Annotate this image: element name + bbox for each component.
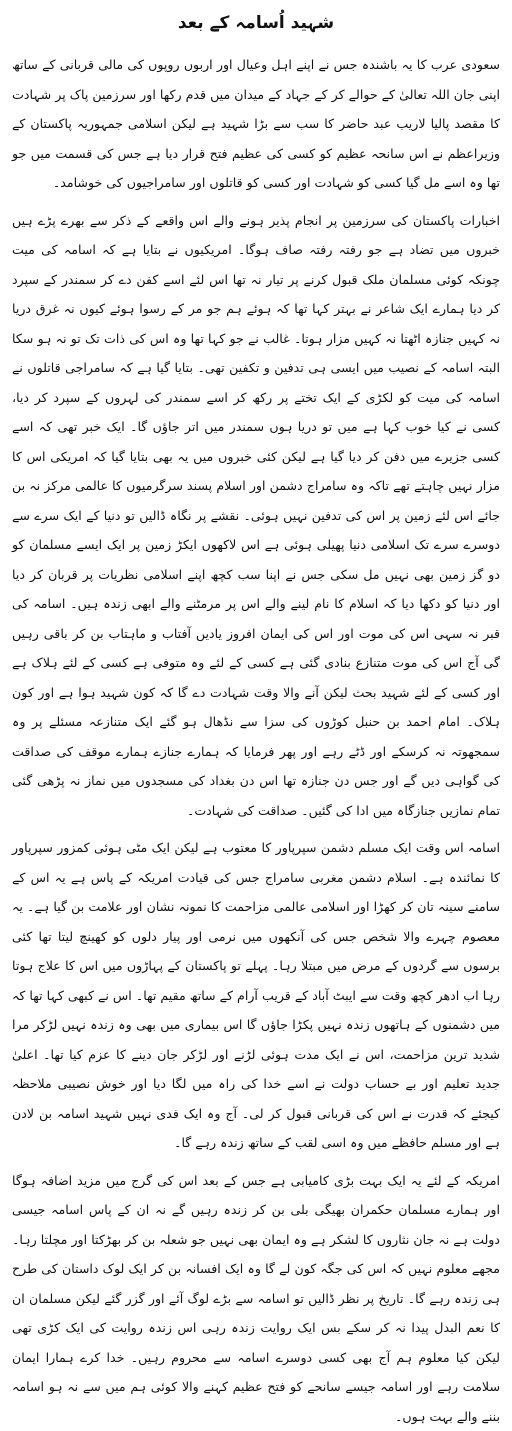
article-paragraph-3: اسامہ اس وقت ایک مسلم دشمن سپرپاور کا معتوب ہے لیکن ایک مٹی ہوئی کمزور سپرپاور کا نمائندہ ہے۔ اسلام دشمن مغربی سامراج جس کی قیادت امریکہ کے پاس ہے یہ اس کے سامنے سینہ تان کر کھڑا اور اسلامی عالمی مزاحمت کا نمونہ نشان اور علامت بن گیا ہے۔ یہ معصوم چہرے والا شخص جس کی آنکھوں میں نرمی اور پیار دلوں کو کھینچ لیتا تھا کئی برسوں سے گردوں کے مرض میں مبتلا رہا۔ پہلے تو پاکستان کے پہاڑوں میں اس کا علاج ہوتا رہا اب ادھر کچھ وقت سے ایبٹ آباد کے قریب آرام کے ساتھ مقیم تھا۔ اس نے کبھی کہا تھا کہ میں دشمنوں کے ہاتھوں زندہ نہیں پکڑا جاؤں گا اس بیماری میں بھی وہ زندہ نہیں لڑکر مرا شدید ترین مزاحمت، اس نے ایک مدت ہوئی لڑنے اور لڑکر جان دینے کا عزم کیا تھا۔ اعلیٰ جدید تعلیم اور بے حساب دولت نے اسے خدا کی راہ میں لگا دیا اور خوش نصیبی ملاحظہ کیجئے کہ قدرت نے اس کی قربانی قبول کر لی۔ آج وہ ایک فدی نہیں شہید اسامہ بن لادن ہے اور مسلم حافظے میں وہ اسی لقب کے ساتھ زندہ رہے گا۔ (12, 833, 500, 1158)
article-paragraph-4: امریکہ کے لئے یہ ایک بہت بڑی کامیابی ہے جس کے بعد اس کی گرج میں مزید اضافہ ہوگا اور ہمارے مسلمان حکمران بھیگی بلی بن کر زندہ رہیں گے نہ ان کے پاس اسامہ جیسی دولت ہے نہ جان نثاروں کا لشکر ہے وہ ایمان بھی نہیں جو شعلہ بن کر بھڑکتا اور مچلتا رہا۔ مجھے معلوم نہیں کہ اس کی جگہ کون لے گا وہ ایک افسانہ بن کر ایک لوک داستان کی طرح ہی زندہ رہے گا۔ تاریخ پر نظر ڈالیں تو اسامہ سے بڑے لوگ آئے اور گزر گئے لیکن مسلمان ان کا نعم البدل پیدا نہ کر سکے بس ایک روایت زندہ رہی اس زندہ روایت کی ایک کڑی تھی لیکن کیا معلوم ہم آج بھی کسی دوسرے اسامہ سے محروم رہیں۔ خدا کرے ہمارا ایمان سلامت رہے اور اسامہ جیسے سانحے کو فتح عظیم کہنے والا کوئی ہم میں سے نہ ہو اسامہ بننے والے بہت ہوں۔ (12, 1166, 500, 1431)
article-paragraph-1: سعودی عرب کا یہ باشندہ جس نے اپنے اہل وعیال اور اربوں روپوں کی مالی قربانی کے ساتھ اپنی جان اللہ تعالیٰ کے حوالے کر کے جہاد کے میدان میں قدم رکھا اور سرزمین پاک پر شہادت کا مقصد پالیا لاریب عبد حاضر کا سب سے بڑا شہید ہے لیکن اسلامی جمہوریہ پاکستان کے وزیراعظم نے اس سانحہ عظیم کو کسی کی عظیم فتح قرار دیا ہے جس کی قسمت میں جو تھا وہ اسے مل گیا کسی کو شہادت اور کسی کو قاتلوں اور سامراجیوں کی خوشامد۔ (12, 50, 500, 198)
article-paragraph-2: اخبارات پاکستان کی سرزمین پر انجام پذیر ہونے والے اس واقعے کے ذکر سے بھرے پڑے ہیں خبروں میں تضاد ہے جو رفتہ رفتہ صاف ہوگا۔ امریکیوں نے بتایا ہے کہ اسامہ کی میت چونکہ کوئی مسلمان ملک قبول کرنے پر تیار نہ تھا اس لئے اسے کفن دے کر سمندر کے سپرد کر دیا ہمارے ایک شاعر نے بہتر کہا تھا کہ ہوئے ہم جو مر کے رسوا ہوئے کیوں نہ غرق دریا نہ کہیں جنازہ اٹھتا نہ کہیں مزار ہوتا۔ غالب نے جو کہا تھا وہ اس کی ذات تک تو نہ ہو سکا البتہ اسامہ کے نصیب میں ایسی ہی تدفین و تکفین تھی۔ بتایا گیا ہے کہ سامراجی قاتلوں نے اسامہ کی میت کو لکڑی کے ایک تختے پر رکھ کر اسے سمندر کی لہروں کے سپرد کر دیا، کسی نے کیا خوب کہا ہے میں تو دریا ہوں سمندر میں اتر جاؤں گا۔ ایک خبر تھی کہ اسے کسی جزیرے میں دفن کر دیا گیا ہے لیکن کئی خبروں میں یہ بھی بتایا گیا کہ امریکی اس کا مزار نہیں چاہتے تھے تاکہ وہ سامراج دشمن اور اسلام پسند سرگرمیوں کا عالمی مرکز نہ بن جائے اس لئے زمین پر اس کی تدفین نہیں ہوئی۔ نقشے پر نگاہ ڈالیں تو دنیا کے ایک سرے سے دوسرے سرے تک اسلامی دنیا پھیلی ہوئی ہے اس لاکھوں ایکڑ زمین پر ایک ایسے مسلمان کو دو گز زمین بھی نہیں مل سکی جس نے اپنا سب کچھ اپنے اسلامی نظریات پر قربان کر دیا اور دنیا کو دکھا دیا کہ اسلام کا نام لینے والے اس پر مرمٹنے والے ابھی زندہ ہیں۔ اسامہ کی قبر نہ سہی اس کی موت اور اس کی ایمان افروز یادیں آفتاب و ماہتاب بن کر باقی رہیں گی آج اس کی موت متنازع بنادی گئی ہے کسی کے لئے وہ متوفی ہے کسی کے لئے ہلاک ہے اور کسی کے لئے شہید بحث لیکن آنے والا وقت شہادت دے گا کہ کون شہید ہوا ہے اور کون ہلاک۔ امام احمد بن حنبل کوڑوں کی سزا سے نڈھال ہو گئے ایک متنازعہ مسئلے پر وہ سمجھوتہ نہ کرسکے اور ڈٹے رہے اور پھر فرمایا کہ ہمارے جنازے ہمارے موقف کی صداقت کی گواہی دیں گے اور جس دن جنازہ تھا اس دن بغداد کی مسجدوں میں نماز نہ پڑھی گئی تمام نمازیں جنازگاہ میں ادا کی گئیں۔ صداقت کی شہادت۔ (12, 206, 500, 826)
article-title: شہید اُسامہ کے بعد (12, 10, 500, 36)
